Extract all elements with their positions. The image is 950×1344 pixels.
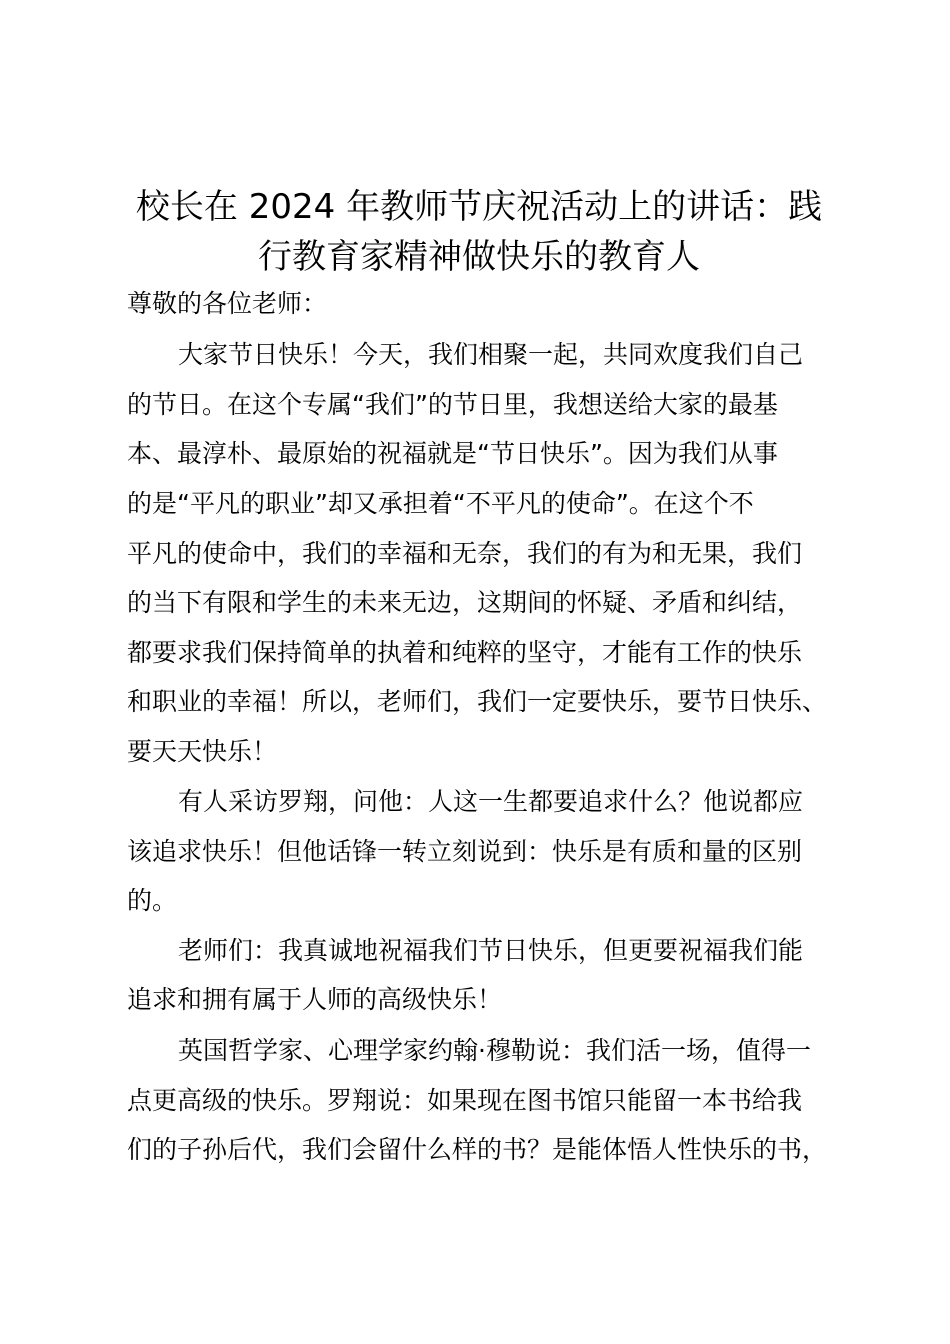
title-line-2: 行教育家精神做快乐的教育人 — [258, 237, 700, 277]
paragraph-line: 们的子孙后代，我们会留什么样的书？是能体悟人性快乐的书， — [127, 1135, 828, 1164]
paragraph-line: 点更高级的快乐。罗翔说：如果现在图书馆只能留一本书给我 — [127, 1086, 803, 1115]
paragraph-line: 的节日。在这个专属“我们”的节日里，我想送给大家的最基 — [127, 390, 778, 419]
salutation: 尊敬的各位老师： — [127, 289, 328, 318]
paragraph-line: 的是“平凡的职业”却又承担着“不平凡的使命”。在这个不 — [127, 489, 754, 518]
paragraph-line: 都要求我们保持简单的执着和纯粹的坚守，才能有工作的快乐 — [127, 638, 803, 667]
paragraph-line: 要天天快乐！ — [127, 737, 278, 766]
paragraph-line: 老师们：我真诚地祝福我们节日快乐，但更要祝福我们能 — [178, 936, 804, 965]
paragraph-line: 和职业的幸福！所以，老师们，我们一定要快乐，要节日快乐、 — [127, 687, 828, 716]
paragraph-line: 有人采访罗翔，问他：人这一生都要追求什么？他说都应 — [178, 787, 804, 816]
paragraph-line: 追求和拥有属于人师的高级快乐！ — [127, 985, 503, 1014]
paragraph-line: 本、最淳朴、最原始的祝福就是“节日快乐”。因为我们从事 — [127, 439, 778, 468]
paragraph-line: 大家节日快乐！今天，我们相聚一起，共同欢度我们自己 — [178, 340, 804, 369]
paragraph-line: 平凡的使命中，我们的幸福和无奈，我们的有为和无果，我们 — [127, 539, 803, 568]
paragraph-line: 的。 — [127, 886, 178, 915]
paragraph-line: 该追求快乐！但他话锋一转立刻说到：快乐是有质和量的区别 — [127, 837, 803, 866]
title-line-1: 校长在 2024 年教师节庆祝活动上的讲话：践 — [135, 187, 823, 227]
paragraph-line: 英国哲学家、心理学家约翰·穆勒说：我们活一场，值得一 — [178, 1036, 811, 1065]
paragraph-line: 的当下有限和学生的未来无边，这期间的怀疑、矛盾和纠结， — [127, 588, 803, 617]
